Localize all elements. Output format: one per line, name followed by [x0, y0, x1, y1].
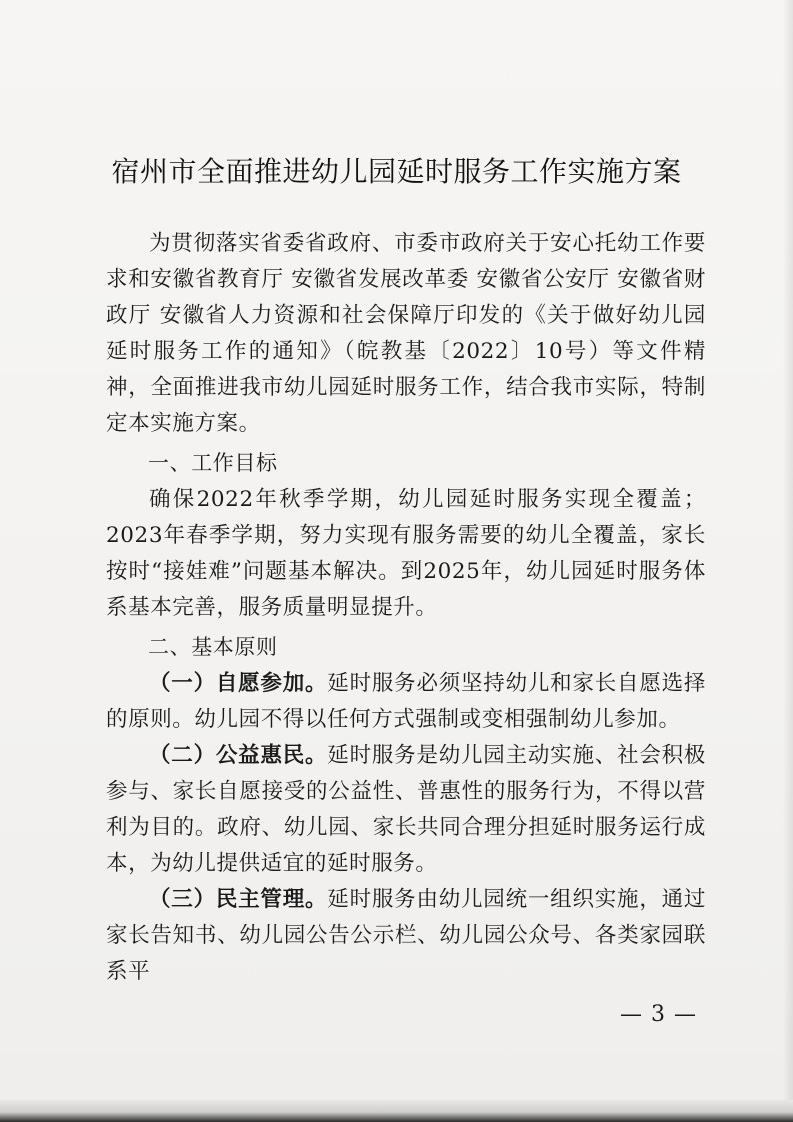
- section-heading-goals: 一、工作目标: [148, 451, 278, 475]
- page-bottom-edge: [0, 1100, 793, 1122]
- goals-paragraph: 确保2022年秋季学期，幼儿园延时服务实现全覆盖；2023年春季学期，努力实现有服务需要的幼儿全覆盖，家长按时“接娃难”问题基本解决。到2025年，幼儿园延时服务体系基本完善，服务质量明显提升。: [106, 487, 706, 620]
- principle-text-democratic: 延时服务由幼儿园统一组织实施，通过家长告知书、幼儿园公告公示栏、幼儿园公众号、各类家园联系平: [106, 887, 706, 984]
- principle-text-public-benefit: 延时服务是幼儿园主动实施、社会积极参与、家长自愿接受的公益性、普惠性的服务行为，不得以营利为目的。政府、幼儿园、家长共同合理分担延时服务运行成本，为幼儿提供适宜的延时服务。: [106, 743, 706, 876]
- page-number: — 3 —: [620, 1002, 697, 1027]
- document-body: [106, 226, 706, 990]
- principle-paragraph-democratic: [106, 882, 706, 990]
- principle-label-public-benefit: （二）公益惠民。: [149, 743, 328, 768]
- principle-paragraph-voluntary: [106, 666, 706, 738]
- principle-text-voluntary: 延时服务必须坚持幼儿和家长自愿选择的原则。幼儿园不得以任何方式强制或变相强制幼儿参加。: [106, 671, 706, 732]
- principle-label-democratic: （三）民主管理。: [149, 887, 328, 912]
- principle-label-voluntary: （一）自愿参加。: [149, 671, 328, 696]
- section-heading-principles: 二、基本原则: [148, 635, 278, 659]
- document-title: 宿州市全面推进幼儿园延时服务工作实施方案: [111, 155, 682, 188]
- intro-paragraph: 为贯彻落实省委省政府、市委市政府关于安心托幼工作要求和安徽省教育厅 安徽省发展改革委 安徽省公安厅 安徽省财政厅 安徽省人力资源和社会保障厅印发的《关于做好幼儿园延时服务工作的通知》（皖教基〔2022〕10号）等文件精神，全面推进我市幼儿园延时服务工作，结合我市实际，特制定本实施方案。: [106, 231, 706, 436]
- principle-paragraph-public-benefit: [106, 738, 706, 882]
